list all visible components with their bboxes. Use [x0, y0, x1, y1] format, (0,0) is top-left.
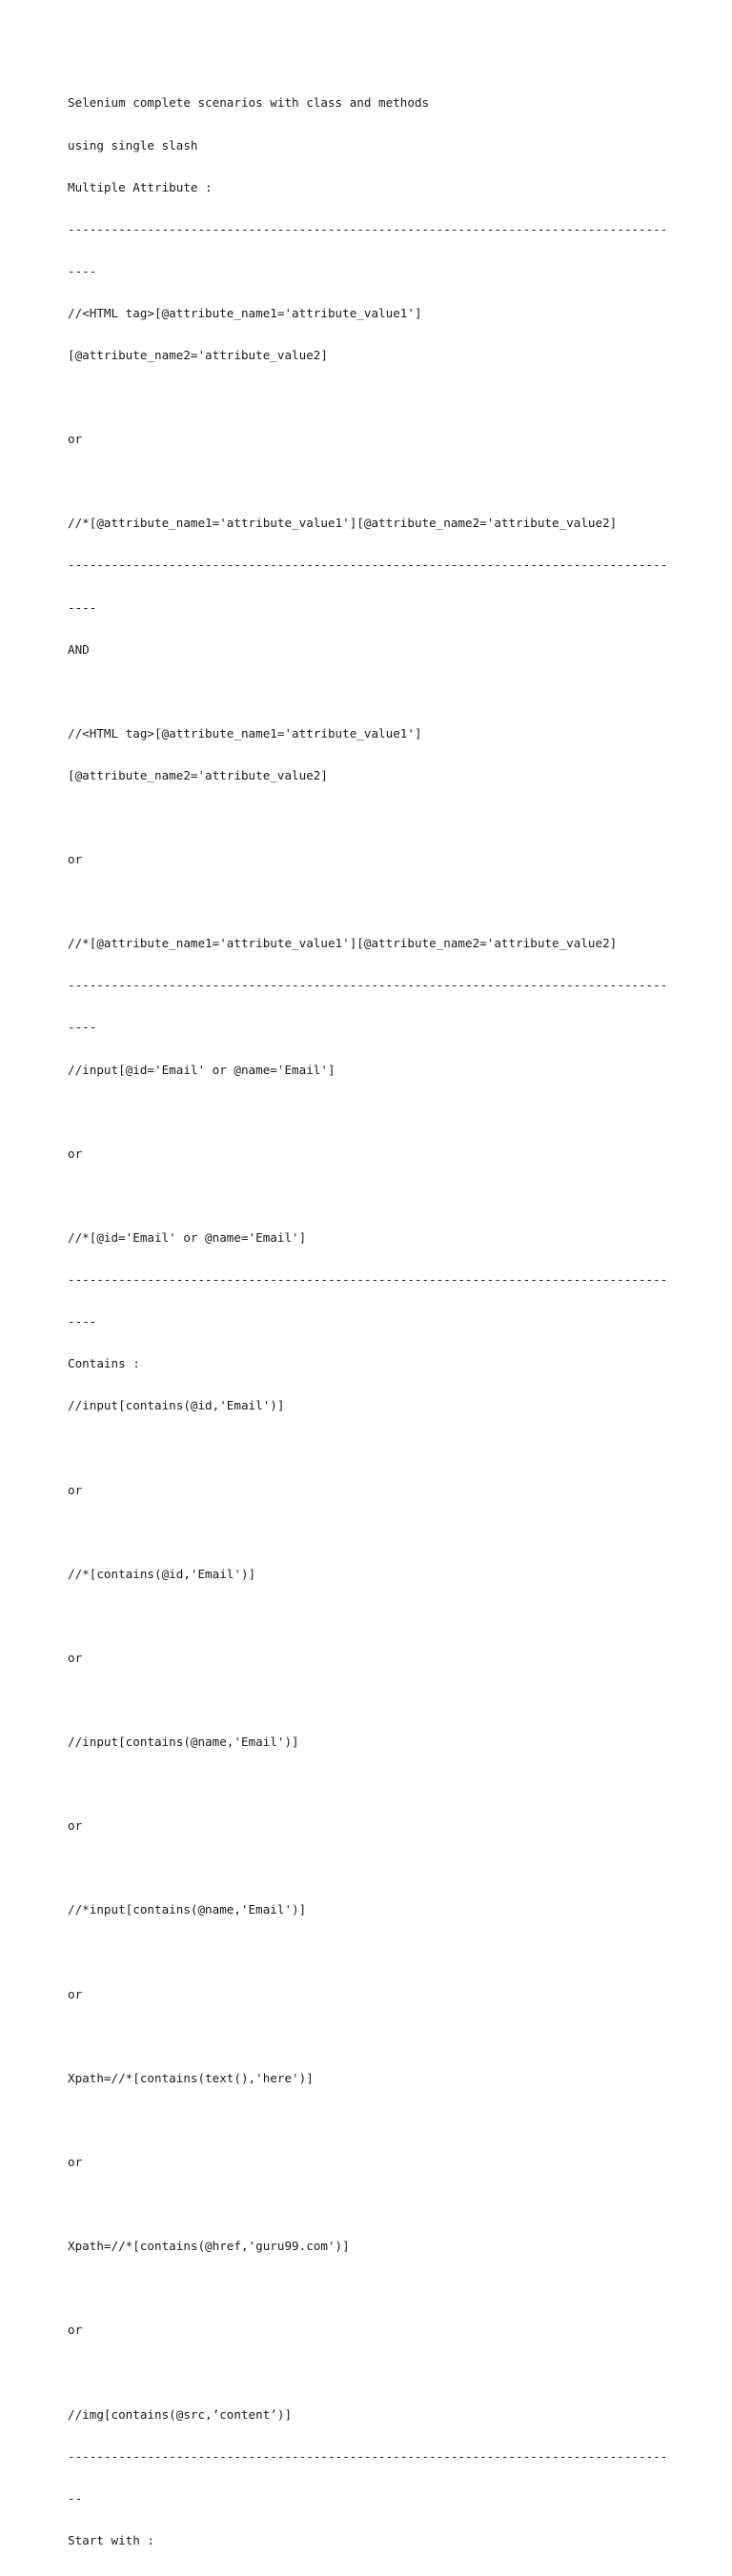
doc-separator: ---- [68, 1314, 97, 1329]
doc-line: //input[contains(@id,'Email')] [68, 1398, 285, 1413]
doc-line: Selenium complete scenarios with class and methods [68, 95, 430, 111]
doc-line: //input[contains(@name,'Email')] [68, 1734, 299, 1750]
doc-line: //img[contains(@src,’content’)] [68, 2406, 293, 2422]
doc-line [68, 2114, 678, 2128]
doc-separator: ----------------------------------------------------------------------------------- [68, 2448, 668, 2464]
doc-line [68, 895, 678, 909]
doc-separator: ----------------------------------------------------------------------------------- [68, 558, 668, 573]
doc-line: //*input[contains(@name,'Email')] [68, 1902, 307, 1917]
doc-line: //input[@id='Email' or @name='Email'] [68, 1062, 336, 1077]
doc-line: [@attribute_name2='attribute_value2] [68, 767, 328, 782]
doc-line [68, 2282, 678, 2296]
doc-line: or [68, 1650, 83, 1665]
doc-line: or [68, 2322, 83, 2338]
doc-line [68, 1946, 678, 1960]
doc-separator: ---- [68, 599, 97, 615]
doc-line [68, 1526, 678, 1540]
doc-separator: ----------------------------------------------------------------------------------- [68, 221, 668, 236]
doc-line [68, 475, 678, 489]
doc-line: //<HTML tag>[@attribute_name1='attribute_value1'] [68, 305, 422, 320]
doc-line: //*[@id='Email' or @name='Email'] [68, 1229, 307, 1245]
doc-line: or [68, 1146, 83, 1161]
doc-line: //*[@attribute_name1='attribute_value1'][@attribute_name2='attribute_value2] [68, 936, 618, 951]
doc-line: or [68, 432, 83, 447]
doc-line: //*[@attribute_name1='attribute_value1'][@attribute_name2='attribute_value2] [68, 516, 618, 531]
doc-line: Xpath=//*[contains(@href,'guru99.com')] [68, 2239, 350, 2254]
doc-line [68, 2198, 678, 2212]
doc-separator: ----------------------------------------------------------------------------------- [68, 978, 668, 993]
doc-line [68, 1441, 678, 1455]
doc-separator: ----------------------------------------------------------------------------------- [68, 1272, 668, 1288]
doc-separator: ---- [68, 263, 97, 278]
doc-line [68, 1105, 678, 1120]
doc-line [68, 685, 678, 700]
doc-separator: ---- [68, 1020, 97, 1035]
doc-line: //*[contains(@id,'Email')] [68, 1566, 256, 1581]
doc-line [68, 2365, 678, 2380]
doc-line [68, 1610, 678, 1624]
doc-line [68, 1189, 678, 1204]
doc-line [68, 1861, 678, 1876]
doc-line: Xpath=//*[contains(text(),'here')] [68, 2070, 314, 2085]
doc-line: or [68, 2155, 83, 2169]
document-text [68, 69, 678, 2576]
doc-line: or [68, 1986, 83, 2001]
doc-line: or [68, 852, 83, 867]
doc-line [68, 1694, 678, 1708]
doc-line: or [68, 1482, 83, 1497]
doc-separator: -- [68, 2490, 83, 2505]
doc-line: AND [68, 641, 90, 657]
doc-line: Multiple Attribute : [68, 179, 213, 194]
doc-line [68, 2030, 678, 2044]
doc-line: or [68, 1818, 83, 1834]
doc-line: Start with : [68, 2532, 154, 2547]
doc-line [68, 1777, 678, 1792]
doc-line: using single slash [68, 137, 198, 152]
doc-line [68, 811, 678, 825]
doc-line [68, 391, 678, 405]
doc-line: Contains : [68, 1356, 140, 1371]
doc-line: //<HTML tag>[@attribute_name1='attribute_value1'] [68, 725, 422, 740]
doc-line: [@attribute_name2='attribute_value2] [68, 347, 328, 362]
